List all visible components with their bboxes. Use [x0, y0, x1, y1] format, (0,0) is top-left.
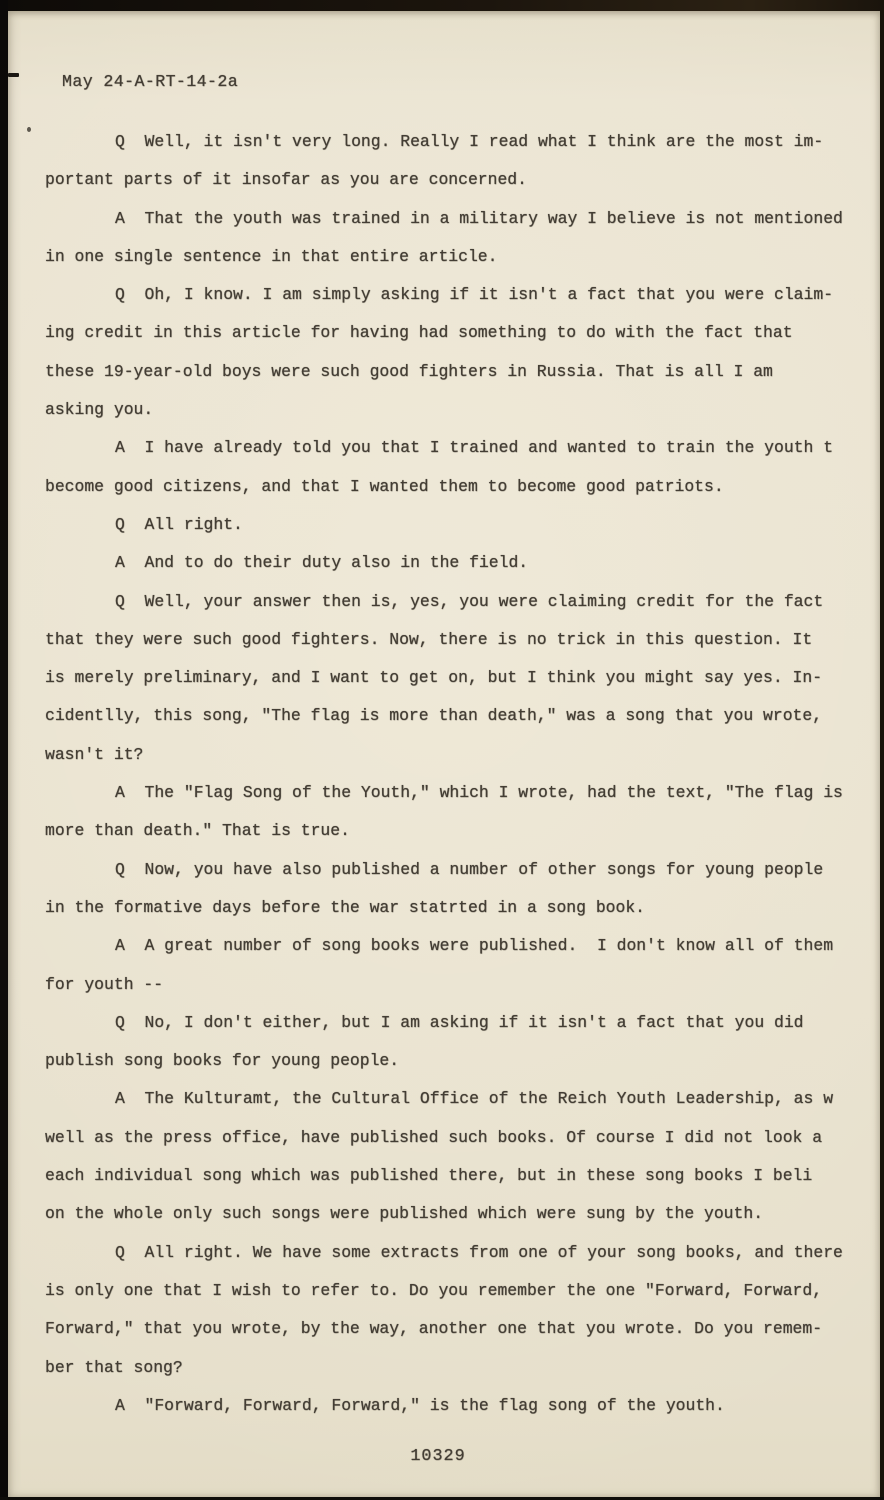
- transcript-line: A The "Flag Song of the Youth," which I wrote, had the text, "The flag is: [115, 783, 843, 803]
- transcript-line: is merely preliminary, and I want to get on, but I think you might say yes. In-: [45, 668, 823, 688]
- transcript-line: Forward," that you wrote, by the way, another one that you wrote. Do you remem-: [45, 1319, 823, 1339]
- transcript-line: Q All right. We have some extracts from one of your song books, and there: [115, 1242, 843, 1262]
- scan-border-top: [0, 0, 884, 11]
- transcript-line: in one single sentence in that entire article.: [45, 246, 498, 266]
- scan-border-right: [880, 0, 884, 1500]
- transcript-line: become good citizens, and that I wanted them to become good patriots.: [45, 476, 724, 496]
- transcript-line: portant parts of it insofar as you are concerned.: [45, 170, 527, 190]
- transcript-line: Q Now, you have also published a number of other songs for young people: [115, 859, 824, 879]
- transcript-line: on the whole only such songs were published which were sung by the youth.: [45, 1204, 764, 1224]
- transcript-line: Q Well, it isn't very long. Really I read what I think are the most im-: [115, 132, 824, 151]
- transcript-line: is only one that I wish to refer to. Do you remember the one "Forward, Forward,: [45, 1280, 823, 1300]
- transcript-line: A The Kulturamt, the Cultural Office of the Reich Youth Leadership, as w: [115, 1089, 834, 1109]
- document-page: [8, 11, 880, 1497]
- transcript-lines: [45, 123, 857, 1425]
- transcript-line: Q Well, your answer then is, yes, you were claiming credit for the fact: [115, 591, 824, 611]
- transcript-line: A And to do their duty also in the field.: [115, 553, 529, 573]
- transcript-line: Q Oh, I know. I am simply asking if it isn't a fact that you were claim-: [115, 285, 834, 305]
- document-header: May 24-A-RT-14-2a: [62, 72, 239, 91]
- transcript-line: each individual song which was published there, but in these song books I beli: [45, 1166, 813, 1186]
- transcript-line: ber that song?: [45, 1357, 183, 1377]
- transcript-line: in the formative days before the war statrted in a song book.: [45, 897, 645, 917]
- transcript-line: these 19-year-old boys were such good fighters in Russia. That is all I am: [45, 361, 773, 381]
- transcript-line: that they were such good fighters. Now, there is no trick in this question. It: [45, 629, 813, 649]
- transcript-line: asking you.: [45, 400, 154, 420]
- transcript-line: for youth --: [45, 974, 164, 994]
- transcript-line: publish song books for young people.: [45, 1051, 400, 1071]
- transcript-line: A I have already told you that I trained and wanted to train the youth t: [115, 438, 834, 458]
- transcript-line: more than death." That is true.: [45, 821, 350, 841]
- transcript-line: A "Forward, Forward, Forward," is the flag song of the youth.: [115, 1395, 725, 1415]
- stray-ink-tick: [8, 73, 19, 77]
- stray-ink-dot: [27, 127, 31, 132]
- transcript-line: A That the youth was trained in a military way I believe is not mentioned: [115, 208, 843, 228]
- page-number: 10329: [410, 1447, 466, 1466]
- transcript-line: cidentlly, this song, "The flag is more than death," was a song that you wrote,: [45, 706, 823, 726]
- transcript-line: well as the press office, have published such books. Of course I did not look a: [45, 1127, 823, 1147]
- transcript-line: wasn't it?: [45, 744, 144, 764]
- transcript-line: Q No, I don't either, but I am asking if it isn't a fact that you did: [115, 1012, 804, 1032]
- transcript-line: Q All right.: [115, 514, 243, 534]
- transcript-line: A A great number of song books were published. I don't know all of them: [115, 936, 834, 956]
- transcript-line: ing credit in this article for having had something to do with the fact that: [45, 323, 793, 343]
- scan-border-left: [0, 0, 8, 1500]
